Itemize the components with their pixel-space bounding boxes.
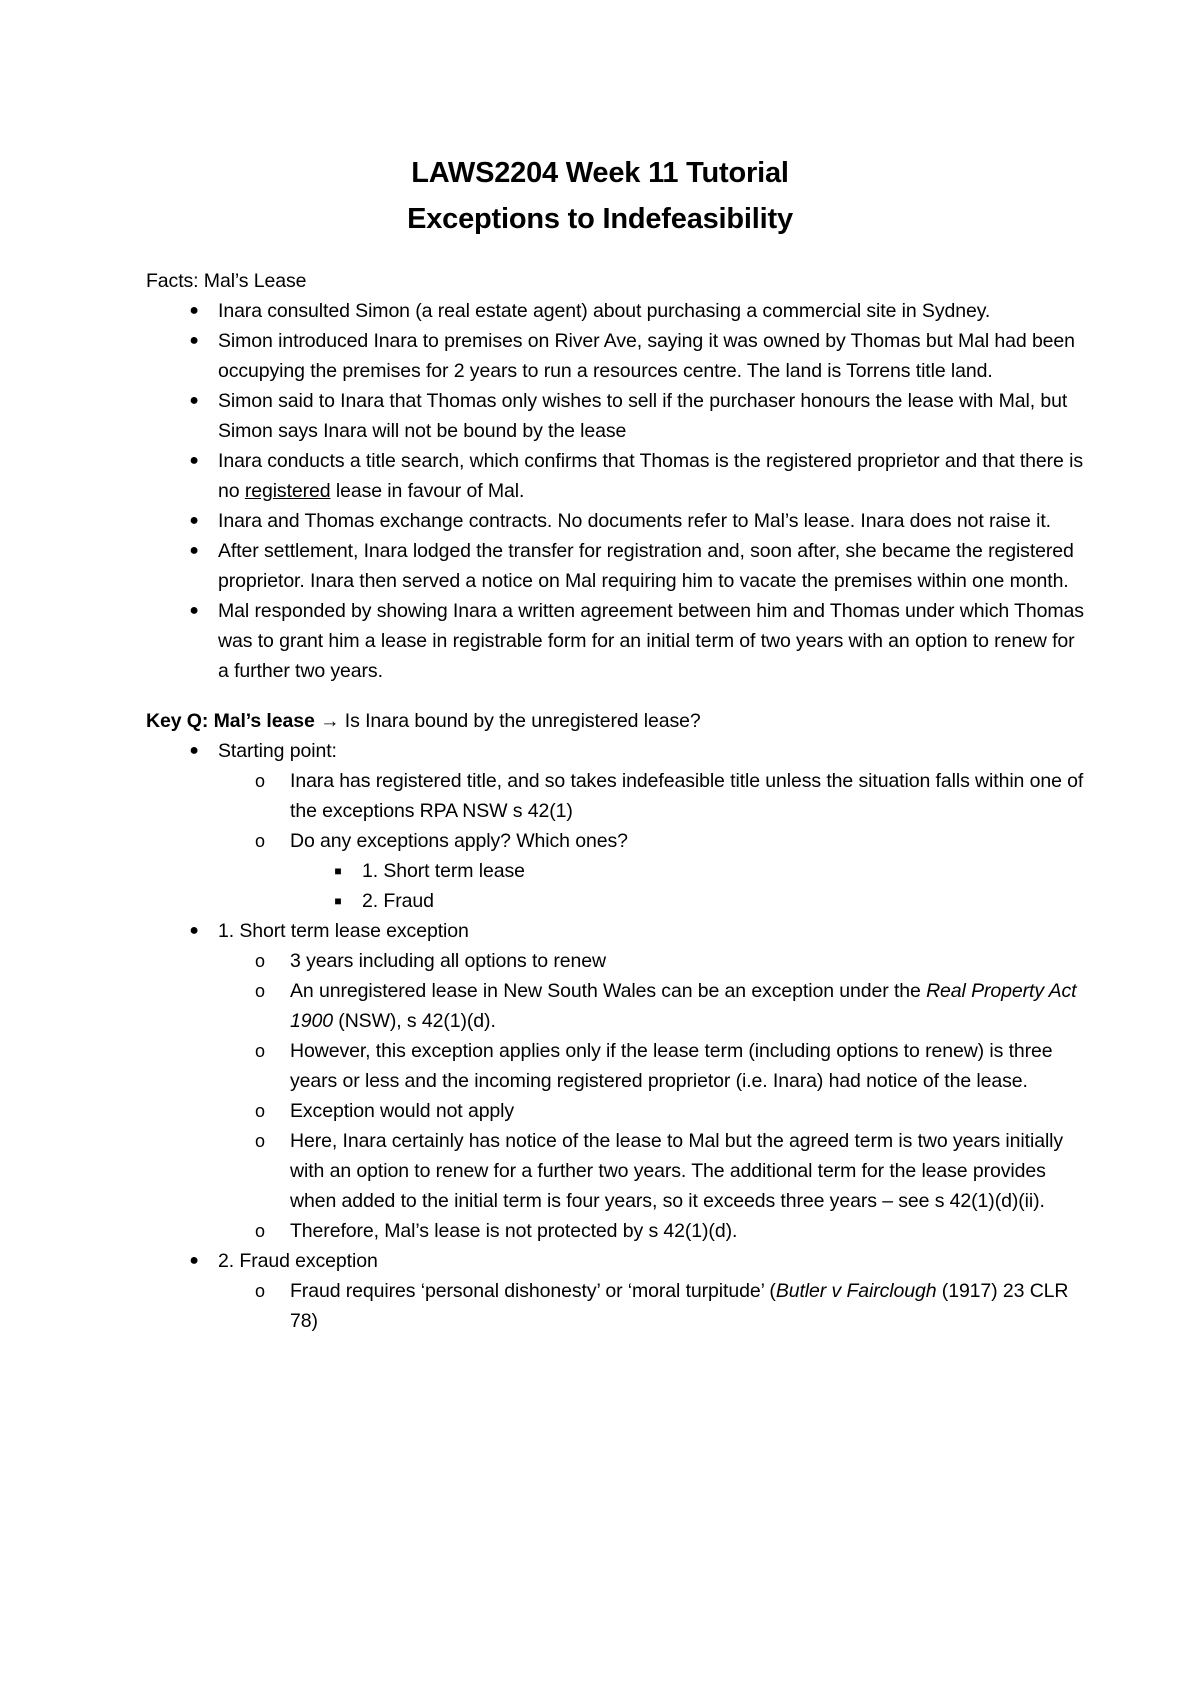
short-term-subitem [218,1036,1086,1096]
bullet-disc-icon: ● [189,392,199,409]
starting-point-subitem [218,766,1086,826]
section-gap [146,686,1086,706]
fraud-subitem [218,1276,1086,1336]
facts-item [146,446,1086,506]
short-term-subitem [218,976,1086,1036]
exception-option [290,886,1086,916]
key-question-heading [146,706,1086,736]
facts-item-text: Inara conducts a title search, which confirms that Thomas is the registered proprietor and that there is no [218,450,1084,502]
bullet-disc-icon: ● [189,512,199,529]
document-title [0,150,1200,242]
analysis-list [146,736,1086,1336]
short-term-lease-sublist [218,946,1086,1246]
bullet-circle-icon: o [255,1221,265,1241]
bullet-disc-icon: ● [189,452,199,469]
bullet-disc-icon: ● [189,1252,199,1269]
facts-item-text: After settlement, Inara lodged the transfer for registration and, soon after, she became the registered proprietor. Inara then served a notice on Mal requiring him to vacate the premises within one month. [218,540,1074,592]
short-term-subitem [218,1096,1086,1126]
bullet-disc-icon: ● [189,602,199,619]
exceptions-sublist [290,856,1086,916]
short-term-subitem [218,1126,1086,1216]
subitem-text: Do any exceptions apply? Which ones? [290,830,628,852]
short-term-lease-label: 1. Short term lease exception [218,920,469,942]
short-term-subitem [218,946,1086,976]
title-line-topic: Exceptions to Indefeasibility [407,203,793,235]
subitem-text: An unregistered lease in New South Wales can be an exception under the [290,980,927,1002]
bullet-circle-icon: o [255,981,265,1001]
facts-heading: Facts: Mal’s Lease [146,270,307,292]
starting-point-sublist [218,766,1086,916]
starting-point-item [146,736,1086,916]
facts-item [146,536,1086,596]
bullet-circle-icon: o [255,1281,265,1301]
bullet-circle-icon: o [255,1101,265,1121]
facts-item-text: Inara and Thomas exchange contracts. No documents refer to Mal’s lease. Inara does not raise it. [218,510,1051,532]
case-name: Butler v Fairclough [775,1280,937,1302]
subitem-text: Fraud requires ‘personal dishonesty’ or ‘moral turpitude’ ( [290,1280,776,1302]
subitem-text: Inara has registered title, and so takes indefeasible title unless the situation falls within one of the exceptions RPA NSW s 42(1) [290,770,1084,822]
subitem-text: (NSW), s 42(1)(d). [332,1010,496,1032]
bullet-circle-icon: o [255,1131,265,1151]
facts-item-text: Mal responded by showing Inara a written agreement between him and Thomas under which Thomas was to grant him a lease in registrable form for an initial term of two years with an option to renew for a further two years. [218,600,1084,682]
bullet-circle-icon: o [255,1041,265,1061]
title-line-course: LAWS2204 Week 11 Tutorial [411,157,789,189]
facts-item [146,326,1086,386]
key-question-text: Is Inara bound by the unregistered lease? [339,710,701,732]
key-question-label: Key Q: Mal’s lease [146,710,321,732]
bullet-circle-icon: o [255,771,265,791]
bullet-circle-icon: o [255,951,265,971]
subitem-text: (1917) 23 CLR 78) [290,1280,1069,1332]
bullet-circle-icon: o [255,831,265,851]
facts-item [146,386,1086,446]
starting-point-subitem [218,826,1086,916]
subitem-text: Here, Inara certainly has notice of the lease to Mal but the agreed term is two years initially with an option to renew for a further two years. The additional term for the lease provides when added to the initial term is four years, so it exceeds three years – see s 42(1)(d)(ii). [290,1130,1064,1212]
bullet-disc-icon: ● [189,332,199,349]
exception-option-text: 2. Fraud [362,890,434,912]
subitem-text: However, this exception applies only if the lease term (including options to renew) is three years or less and the incoming registered proprietor (i.e. Inara) had notice of the lease. [290,1040,1053,1092]
facts-item-text: Simon said to Inara that Thomas only wishes to sell if the purchaser honours the lease with Mal, but Simon says Inara will not be bound by the lease [218,390,1068,442]
facts-item [146,506,1086,536]
fraud-sublist [218,1276,1086,1336]
bullet-disc-icon: ● [189,742,199,759]
bullet-disc-icon: ● [189,302,199,319]
facts-item [146,296,1086,326]
subitem-text: Therefore, Mal’s lease is not protected by s 42(1)(d). [290,1220,738,1242]
fraud-item [146,1246,1086,1336]
facts-item [146,596,1086,686]
exception-option [290,856,1086,886]
statute-name: Real Property Act 1900 [290,980,1077,1032]
facts-item-text: Inara consulted Simon (a real estate agent) about purchasing a commercial site in Sydney. [218,300,991,322]
bullet-square-icon: ■ [334,864,342,878]
bullet-disc-icon: ● [189,922,199,939]
short-term-subitem [218,1216,1086,1246]
short-term-lease-item [146,916,1086,1246]
document-body [146,266,1086,1336]
facts-list [146,296,1086,686]
subitem-text: 3 years including all options to renew [290,950,606,972]
fraud-label: 2. Fraud exception [218,1250,378,1272]
bullet-square-icon: ■ [334,894,342,908]
bullet-disc-icon: ● [189,542,199,559]
arrow-right-icon: → [320,710,340,732]
exception-option-text: 1. Short term lease [362,860,525,882]
facts-item-text: Simon introduced Inara to premises on River Ave, saying it was owned by Thomas but Mal had been occupying the premises for 2 years to run a resources centre. The land is Torrens title land. [218,330,1075,382]
facts-item-text: lease in favour of Mal. [330,480,525,502]
subitem-text: Exception would not apply [290,1100,515,1122]
underlined-word: registered [244,480,331,502]
starting-point-label: Starting point: [218,740,337,762]
